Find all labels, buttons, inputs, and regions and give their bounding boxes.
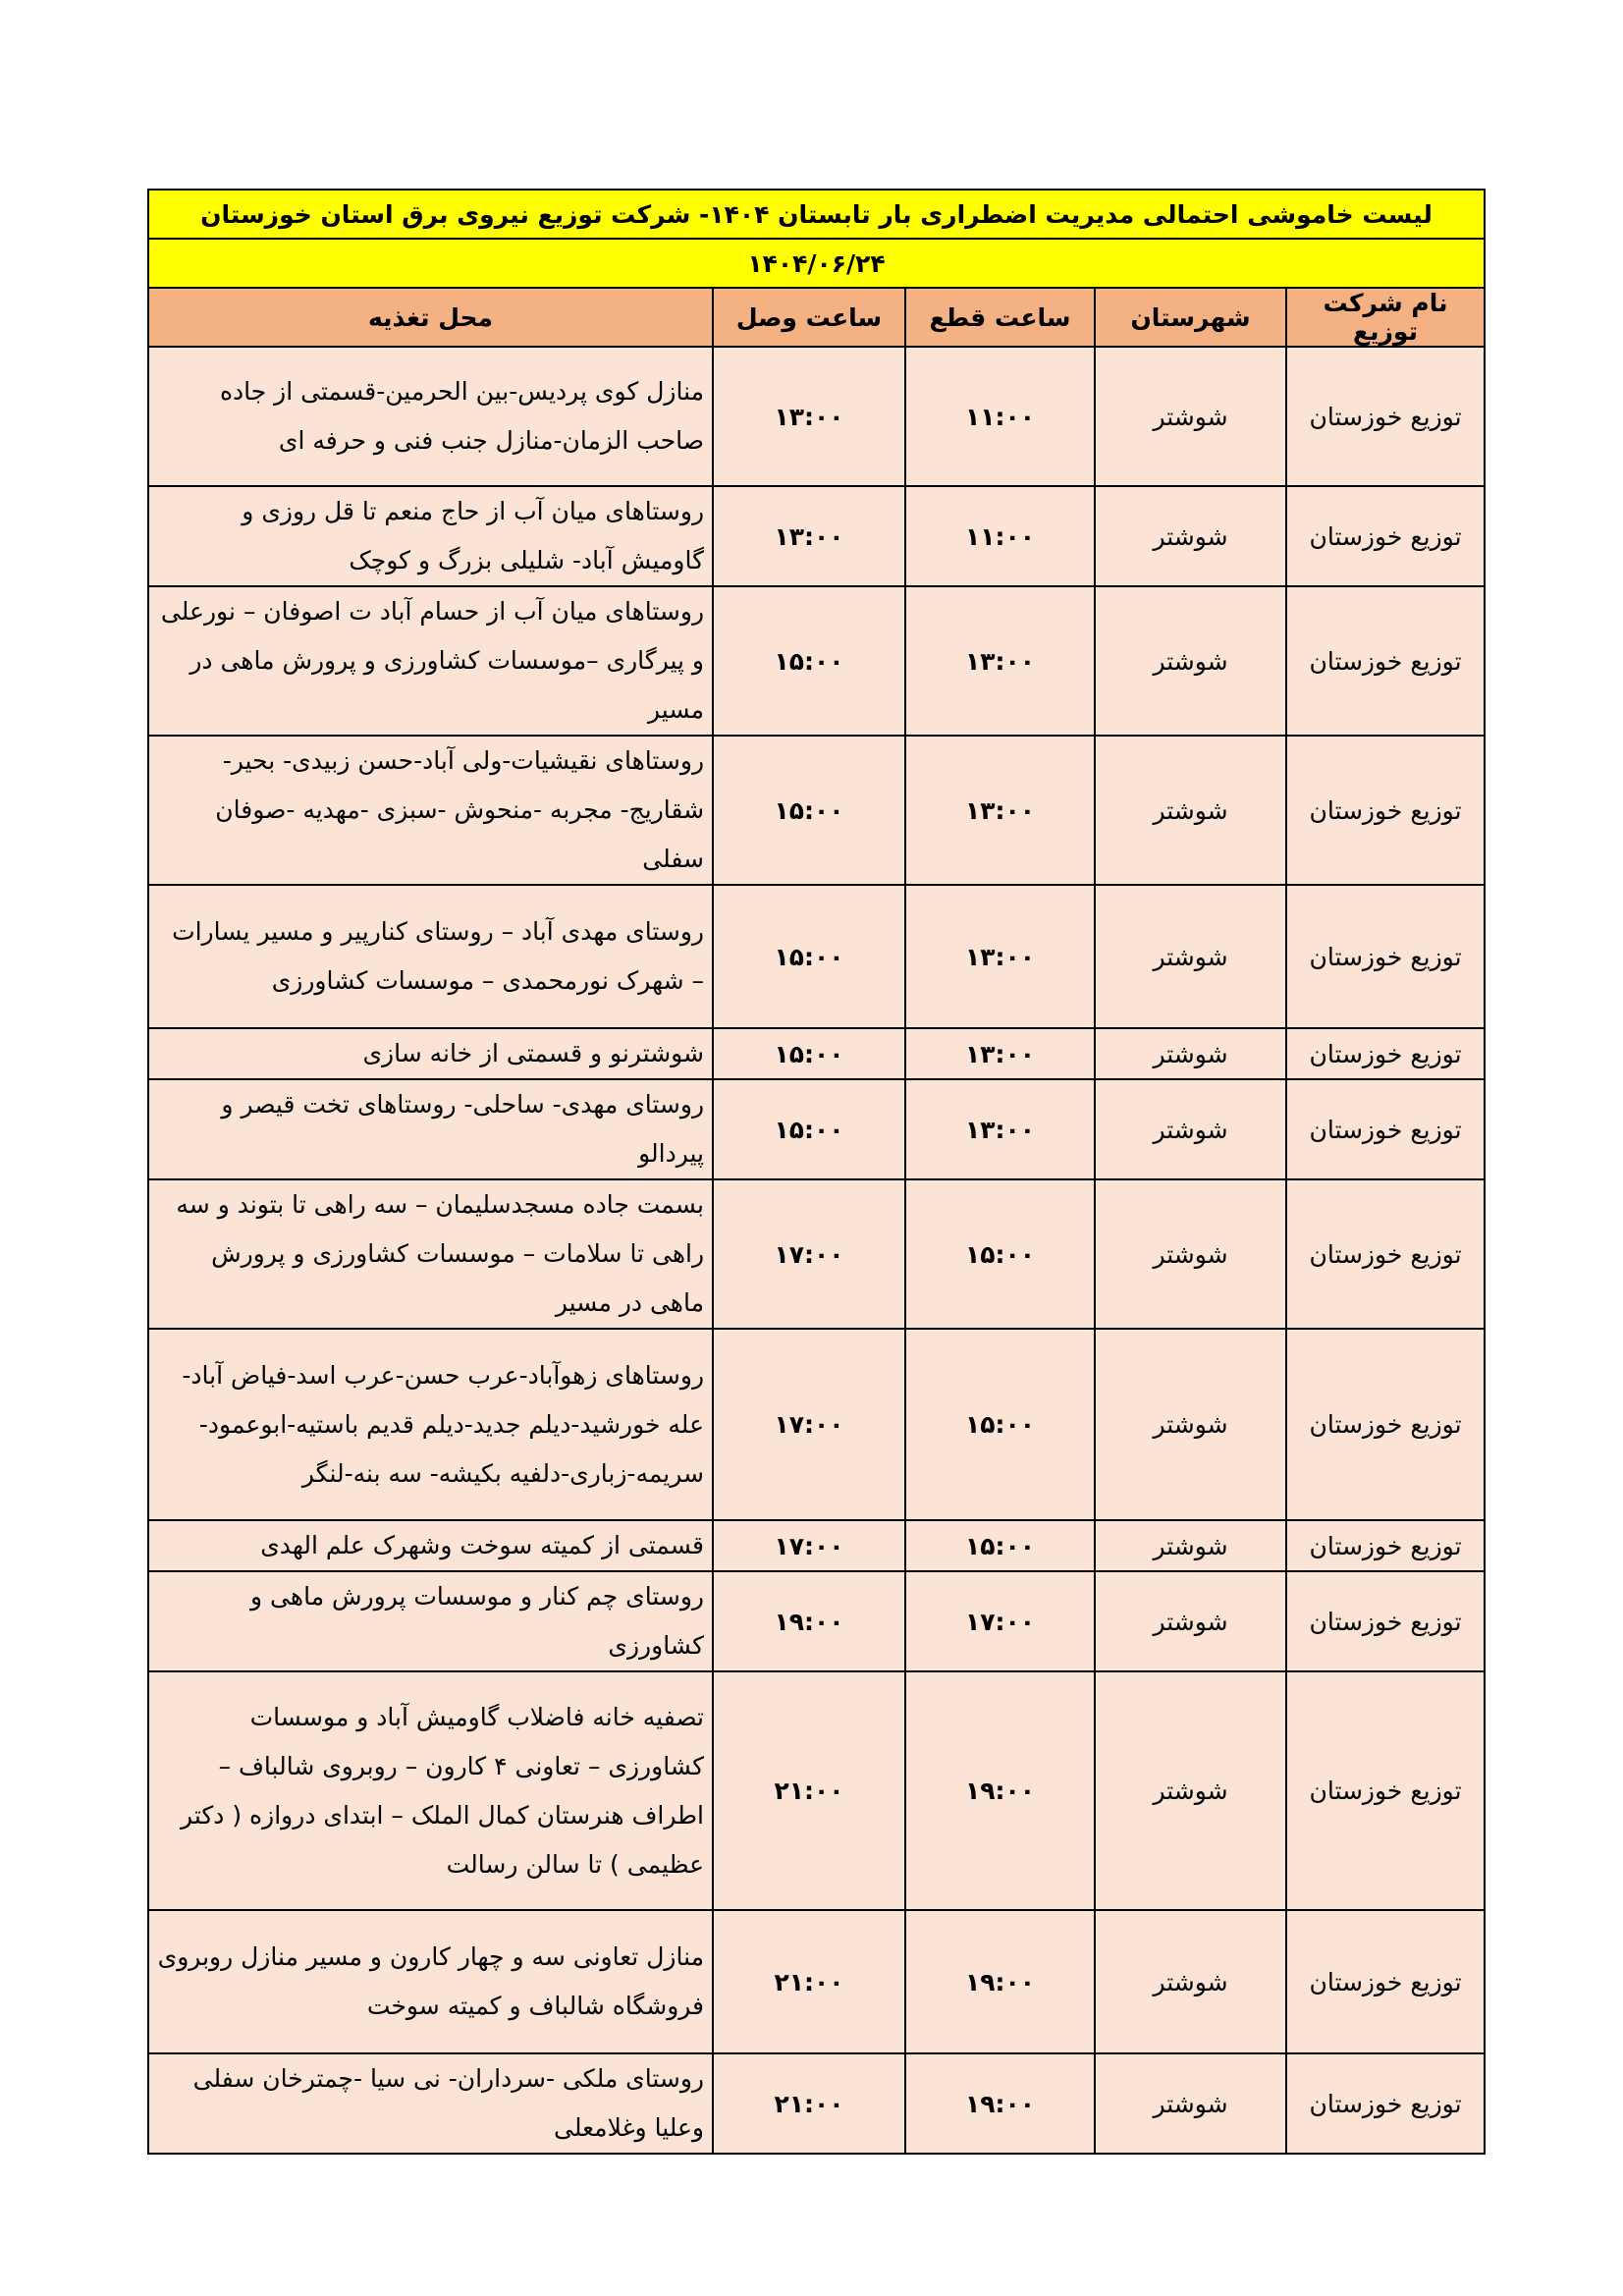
city-cell: شوشتر: [1095, 1571, 1286, 1671]
connect-time-cell: ۱۵:۰۰: [713, 1079, 905, 1179]
table-row: [148, 1520, 1485, 1571]
location-cell: قسمتی از کمیته سوخت وشهرک علم الهدی: [148, 1520, 713, 1571]
connect-time-cell: ۲۱:۰۰: [713, 1671, 905, 1910]
location-cell: تصفیه خانه فاضلاب گاومیش آباد و موسسات کشاورزی – تعاونی ۴ کارون – روبروی شالباف – اطراف هنرستان کمال الملک – ابتدای دروازه ( دکتر عظیمی ) تا سالن رسالت: [148, 1671, 713, 1910]
company-cell: توزیع خوزستان: [1286, 1571, 1485, 1671]
cut-time-cell: ۱۳:۰۰: [905, 885, 1095, 1028]
connect-time-cell: ۱۵:۰۰: [713, 885, 905, 1028]
connect-time-cell: ۱۵:۰۰: [713, 1028, 905, 1079]
cut-time-cell: ۱۳:۰۰: [905, 586, 1095, 736]
location-cell: روستاهای نقیشیات-ولی آباد-حسن زبیدی- بحیر-شقاریج- مجربه -منحوش -سبزی -مهدیه -صوفان سفلی: [148, 736, 713, 885]
table-row: [148, 1079, 1485, 1179]
location-cell: روستاهای میان آب از حاج منعم تا قل روزی و گاومیش آباد- شلیلی بزرگ و کوچک: [148, 486, 713, 586]
city-cell: شوشتر: [1095, 347, 1286, 486]
table-row: [148, 586, 1485, 736]
city-cell: شوشتر: [1095, 486, 1286, 586]
company-cell: توزیع خوزستان: [1286, 486, 1485, 586]
cut-time-cell: ۱۵:۰۰: [905, 1179, 1095, 1329]
city-cell: شوشتر: [1095, 1329, 1286, 1520]
cut-time-cell: ۱۱:۰۰: [905, 486, 1095, 586]
city-cell: شوشتر: [1095, 586, 1286, 736]
company-cell: توزیع خوزستان: [1286, 1079, 1485, 1179]
company-cell: توزیع خوزستان: [1286, 347, 1485, 486]
table-row: [148, 1571, 1485, 1671]
cut-time-cell: ۱۳:۰۰: [905, 736, 1095, 885]
table-row: [148, 1671, 1485, 1910]
header-cut-time: ساعت قطع: [905, 288, 1095, 347]
location-cell: روستای ملکی -سرداران- نی سیا -چمترخان سفلی وعلیا وغلامعلی: [148, 2053, 713, 2154]
city-cell: شوشتر: [1095, 736, 1286, 885]
connect-time-cell: ۲۱:۰۰: [713, 1910, 905, 2053]
city-cell: شوشتر: [1095, 2053, 1286, 2154]
table-row: [148, 1179, 1485, 1329]
table-row: [148, 885, 1485, 1028]
table-row: [148, 1329, 1485, 1520]
cut-time-cell: ۱۹:۰۰: [905, 1910, 1095, 2053]
location-cell: شوشترنو و قسمتی از خانه سازی: [148, 1028, 713, 1079]
header-company: نام شرکت توزیع: [1286, 288, 1485, 347]
table-row: [148, 2053, 1485, 2154]
cut-time-cell: ۱۷:۰۰: [905, 1571, 1095, 1671]
city-cell: شوشتر: [1095, 1520, 1286, 1571]
city-cell: شوشتر: [1095, 1028, 1286, 1079]
connect-time-cell: ۱۷:۰۰: [713, 1520, 905, 1571]
cut-time-cell: ۱۹:۰۰: [905, 1671, 1095, 1910]
outage-schedule-table: [147, 189, 1486, 2155]
header-row: [148, 288, 1485, 347]
cut-time-cell: ۱۹:۰۰: [905, 2053, 1095, 2154]
company-cell: توزیع خوزستان: [1286, 1028, 1485, 1079]
date-row: [148, 239, 1485, 288]
table-row: [148, 1910, 1485, 2053]
company-cell: توزیع خوزستان: [1286, 2053, 1485, 2154]
location-cell: روستای مهدی- ساحلی- روستاهای تخت قیصر و پیردالو: [148, 1079, 713, 1179]
connect-time-cell: ۱۳:۰۰: [713, 486, 905, 586]
cut-time-cell: ۱۵:۰۰: [905, 1520, 1095, 1571]
location-cell: روستای مهدی آباد – روستای کنارپیر و مسیر یسارات – شهرک نورمحمدی – موسسات کشاورزی: [148, 885, 713, 1028]
header-city: شهرستان: [1095, 288, 1286, 347]
city-cell: شوشتر: [1095, 1910, 1286, 2053]
connect-time-cell: ۲۱:۰۰: [713, 2053, 905, 2154]
city-cell: شوشتر: [1095, 1179, 1286, 1329]
table-row: [148, 347, 1485, 486]
cut-time-cell: ۱۱:۰۰: [905, 347, 1095, 486]
company-cell: توزیع خوزستان: [1286, 1520, 1485, 1571]
company-cell: توزیع خوزستان: [1286, 885, 1485, 1028]
header-connect-time: ساعت وصل: [713, 288, 905, 347]
company-cell: توزیع خوزستان: [1286, 1671, 1485, 1910]
connect-time-cell: ۱۵:۰۰: [713, 586, 905, 736]
company-cell: توزیع خوزستان: [1286, 736, 1485, 885]
connect-time-cell: ۱۷:۰۰: [713, 1179, 905, 1329]
connect-time-cell: ۱۹:۰۰: [713, 1571, 905, 1671]
table-row: [148, 486, 1485, 586]
title-row: [148, 190, 1485, 239]
location-cell: روستای چم کنار و موسسات پرورش ماهی و کشاورزی: [148, 1571, 713, 1671]
location-cell: روستاهای زهوآباد-عرب حسن-عرب اسد-فیاض آباد-عله خورشید-دیلم جدید-دیلم قدیم باستیه-ابوعمود-سریمه-زباری-دلفیه بکیشه- سه بنه-لنگر: [148, 1329, 713, 1520]
connect-time-cell: ۱۷:۰۰: [713, 1329, 905, 1520]
company-cell: توزیع خوزستان: [1286, 1179, 1485, 1329]
location-cell: بسمت جاده مسجدسلیمان – سه راهی تا بتوند و سه راهی تا سلامات – موسسات کشاورزی و پرورش ماهی در مسیر: [148, 1179, 713, 1329]
cut-time-cell: ۱۵:۰۰: [905, 1329, 1095, 1520]
company-cell: توزیع خوزستان: [1286, 1910, 1485, 2053]
city-cell: شوشتر: [1095, 1079, 1286, 1179]
city-cell: شوشتر: [1095, 885, 1286, 1028]
location-cell: منازل تعاونی سه و چهار کارون و مسیر منازل روبروی فروشگاه شالباف و کمیته سوخت: [148, 1910, 713, 2053]
location-cell: روستاهای میان آب از حسام آباد ت اصوفان – نورعلی و پیرگاری –موسسات کشاورزی و پرورش ماهی در مسیر: [148, 586, 713, 736]
cut-time-cell: ۱۳:۰۰: [905, 1079, 1095, 1179]
cut-time-cell: ۱۳:۰۰: [905, 1028, 1095, 1079]
company-cell: توزیع خوزستان: [1286, 1329, 1485, 1520]
connect-time-cell: ۱۳:۰۰: [713, 347, 905, 486]
connect-time-cell: ۱۵:۰۰: [713, 736, 905, 885]
city-cell: شوشتر: [1095, 1671, 1286, 1910]
table-row: [148, 736, 1485, 885]
company-cell: توزیع خوزستان: [1286, 586, 1485, 736]
document-title: لیست خاموشی احتمالی مدیریت اضطراری بار تابستان ۱۴۰۴- شرکت توزیع نیروی برق استان خوزستان: [148, 190, 1485, 239]
location-cell: منازل کوی پردیس-بین الحرمین-قسمتی از جاده صاحب الزمان-منازل جنب فنی و حرفه ای: [148, 347, 713, 486]
document-date: ۱۴۰۴/۰۶/۲۴: [148, 239, 1485, 288]
table-row: [148, 1028, 1485, 1079]
header-location: محل تغذیه: [148, 288, 713, 347]
